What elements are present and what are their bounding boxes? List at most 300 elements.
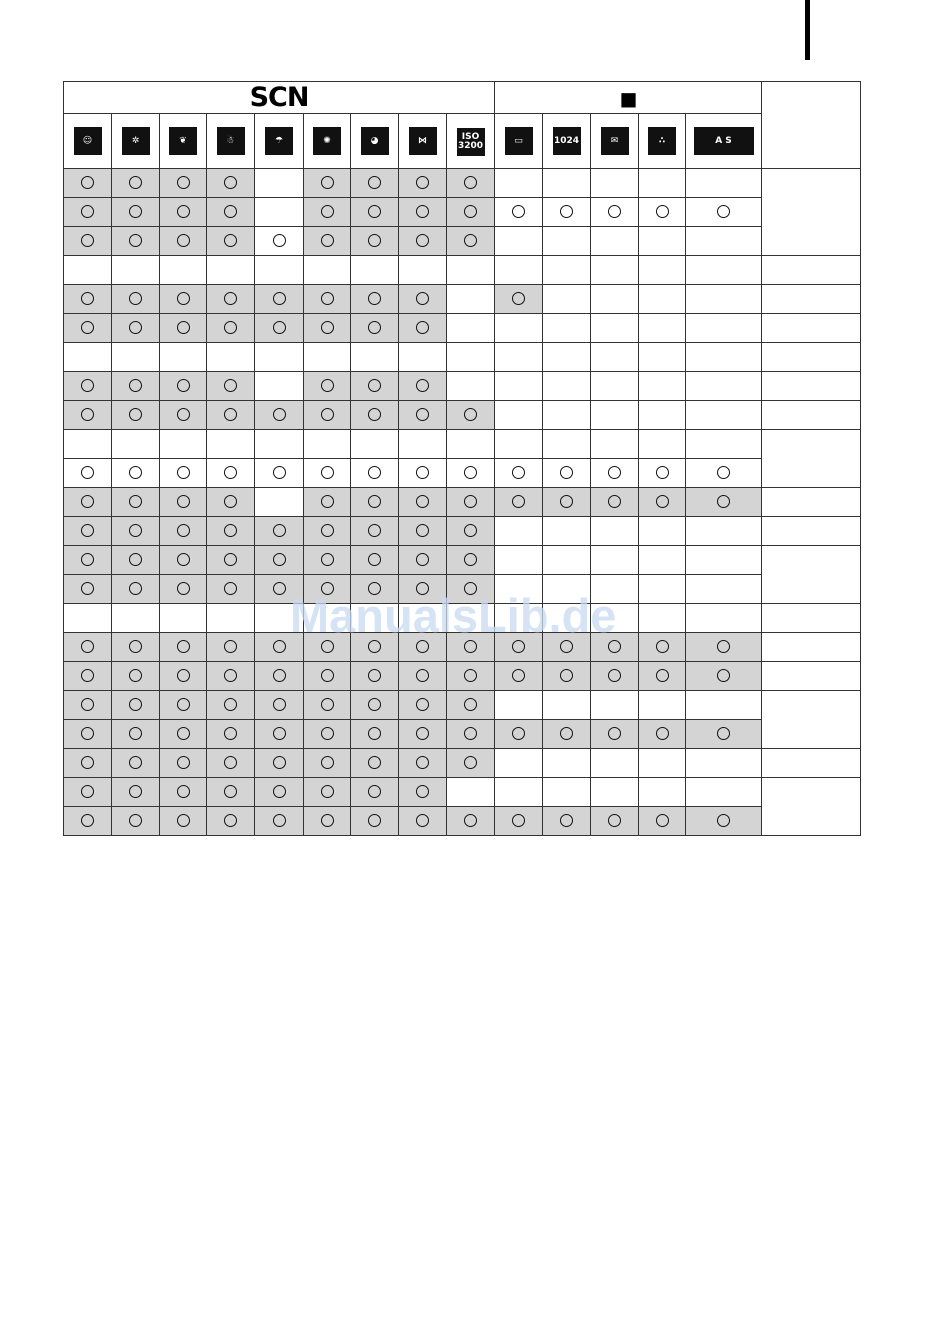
scn-cell	[304, 198, 351, 227]
available-circle-icon	[273, 292, 286, 305]
scn-cell	[64, 749, 112, 778]
available-circle-icon	[81, 321, 94, 334]
scn-cell	[207, 401, 255, 430]
available-circle-icon	[129, 205, 142, 218]
available-circle-icon	[129, 756, 142, 769]
scn-cell	[112, 691, 160, 720]
movie-cell	[495, 401, 543, 430]
available-circle-icon	[321, 553, 334, 566]
movie-cell	[591, 314, 639, 343]
movie-cell	[686, 778, 762, 807]
available-circle-icon	[273, 698, 286, 711]
available-circle-icon	[560, 814, 573, 827]
available-circle-icon	[512, 292, 525, 305]
available-circle-icon	[608, 640, 621, 653]
available-circle-icon	[273, 814, 286, 827]
available-circle-icon	[464, 669, 477, 682]
table-row	[64, 604, 861, 633]
scn-cell	[255, 778, 304, 807]
movie-cell	[686, 807, 762, 836]
movie-cell	[495, 575, 543, 604]
scn-cell	[112, 807, 160, 836]
movie-cell	[591, 459, 639, 488]
movie-cell	[591, 372, 639, 401]
available-circle-icon	[368, 321, 381, 334]
scn-cell	[112, 430, 160, 459]
movie-cell	[591, 198, 639, 227]
scn-cell	[160, 807, 207, 836]
available-circle-icon	[416, 176, 429, 189]
movie-cell	[495, 169, 543, 198]
scn-cell	[255, 604, 304, 633]
available-circle-icon	[81, 669, 94, 682]
scn-cell	[351, 691, 399, 720]
movie-cell	[591, 227, 639, 256]
scn-cell	[160, 720, 207, 749]
scn-cell	[447, 546, 495, 575]
scn-cell	[255, 169, 304, 198]
scn-cell	[399, 691, 447, 720]
available-circle-icon	[321, 176, 334, 189]
scn-cell	[399, 459, 447, 488]
available-circle-icon	[129, 814, 142, 827]
scn-cell	[160, 546, 207, 575]
movie-cell	[543, 314, 591, 343]
available-circle-icon	[129, 495, 142, 508]
scn-cell	[207, 604, 255, 633]
movie-cell	[495, 372, 543, 401]
available-circle-icon	[273, 321, 286, 334]
notes-cell	[762, 430, 861, 488]
available-circle-icon	[464, 495, 477, 508]
scn-cell	[112, 778, 160, 807]
available-circle-icon	[321, 234, 334, 247]
notes-cell	[762, 604, 861, 633]
available-circle-icon	[464, 524, 477, 537]
movie-cell	[495, 749, 543, 778]
available-circle-icon	[560, 495, 573, 508]
scn-cell	[160, 778, 207, 807]
available-circle-icon	[464, 698, 477, 711]
movie-cell	[639, 343, 686, 372]
available-circle-icon	[177, 408, 190, 421]
available-circle-icon	[608, 814, 621, 827]
available-circle-icon	[512, 727, 525, 740]
movie-cell	[543, 401, 591, 430]
movie-cell	[639, 546, 686, 575]
available-circle-icon	[273, 727, 286, 740]
available-circle-icon	[177, 582, 190, 595]
portrait-child-icon: ☺	[74, 127, 102, 155]
scn-cell	[447, 401, 495, 430]
movie-cell	[495, 778, 543, 807]
movie-cell	[543, 343, 591, 372]
scn-cell	[207, 662, 255, 691]
notes-cell	[762, 256, 861, 285]
available-circle-icon	[273, 582, 286, 595]
table-row	[64, 662, 861, 691]
movie-1024-mode-cell	[543, 114, 591, 169]
scn-cell	[304, 604, 351, 633]
available-circle-icon	[177, 814, 190, 827]
table-row	[64, 372, 861, 401]
movie-cell	[639, 314, 686, 343]
scn-cell	[160, 430, 207, 459]
available-circle-icon	[321, 640, 334, 653]
scn-cell	[351, 662, 399, 691]
movie-cell	[591, 807, 639, 836]
notes-cell	[762, 488, 861, 517]
scn-cell	[64, 169, 112, 198]
scn-cell	[64, 372, 112, 401]
movie-cell	[686, 720, 762, 749]
movie-cell	[686, 343, 762, 372]
available-circle-icon	[321, 321, 334, 334]
available-circle-icon	[464, 727, 477, 740]
scn-cell	[351, 749, 399, 778]
movie-cell	[639, 720, 686, 749]
available-circle-icon	[321, 727, 334, 740]
available-circle-icon	[321, 466, 334, 479]
available-circle-icon	[656, 495, 669, 508]
movie-cell	[543, 807, 591, 836]
scn-cell	[255, 662, 304, 691]
scn-cell	[112, 285, 160, 314]
movie-standard-icon: ▭	[505, 127, 533, 155]
movie-cell	[639, 169, 686, 198]
available-circle-icon	[321, 698, 334, 711]
scn-cell	[447, 372, 495, 401]
movie-cell	[495, 314, 543, 343]
scn-cell	[399, 401, 447, 430]
scn-cell	[112, 488, 160, 517]
scn-cell	[351, 401, 399, 430]
party-icon: ✲	[122, 127, 150, 155]
available-circle-icon	[81, 727, 94, 740]
scn-cell	[255, 285, 304, 314]
available-circle-icon	[464, 176, 477, 189]
scn-cell	[112, 256, 160, 285]
scn-cell	[255, 633, 304, 662]
movie-cell	[495, 807, 543, 836]
movie-cell	[543, 198, 591, 227]
scn-cell	[207, 314, 255, 343]
scn-cell	[399, 546, 447, 575]
available-circle-icon	[717, 669, 730, 682]
available-circle-icon	[81, 205, 94, 218]
available-circle-icon	[81, 379, 94, 392]
scn-cell	[255, 546, 304, 575]
movie-cell	[686, 256, 762, 285]
available-circle-icon	[129, 524, 142, 537]
available-circle-icon	[416, 814, 429, 827]
table-row	[64, 633, 861, 662]
movie-cell	[639, 227, 686, 256]
notes-cell	[762, 285, 861, 314]
scn-cell	[255, 517, 304, 546]
beach-icon: ☂	[265, 127, 293, 155]
movie-cell	[686, 749, 762, 778]
scn-cell	[207, 430, 255, 459]
scn-cell	[207, 778, 255, 807]
available-circle-icon	[129, 408, 142, 421]
available-circle-icon	[81, 785, 94, 798]
available-circle-icon	[321, 495, 334, 508]
scn-cell	[304, 343, 351, 372]
movie-cell	[495, 720, 543, 749]
scn-cell	[447, 662, 495, 691]
available-circle-icon	[81, 814, 94, 827]
available-circle-icon	[81, 292, 94, 305]
scn-cell	[207, 372, 255, 401]
available-circle-icon	[368, 466, 381, 479]
scn-cell	[160, 459, 207, 488]
available-circle-icon	[717, 640, 730, 653]
scn-cell	[112, 546, 160, 575]
available-circle-icon	[416, 785, 429, 798]
scn-cell	[112, 749, 160, 778]
available-circle-icon	[177, 466, 190, 479]
scn-cell	[207, 488, 255, 517]
scn-cell	[447, 691, 495, 720]
notes-cell	[762, 372, 861, 401]
movie-cell	[639, 662, 686, 691]
scn-cell	[64, 517, 112, 546]
available-circle-icon	[321, 756, 334, 769]
available-circle-icon	[368, 785, 381, 798]
available-circle-icon	[177, 234, 190, 247]
scn-cell	[255, 314, 304, 343]
movie-cell	[543, 546, 591, 575]
available-circle-icon	[416, 640, 429, 653]
scn-cell	[351, 575, 399, 604]
movie-cell	[686, 662, 762, 691]
table-row	[64, 575, 861, 604]
table-row	[64, 227, 861, 256]
movie-cell	[686, 198, 762, 227]
scn-cell	[64, 401, 112, 430]
scn-cell	[304, 169, 351, 198]
available-circle-icon	[273, 234, 286, 247]
scn-cell	[160, 372, 207, 401]
movie-cell	[639, 807, 686, 836]
available-circle-icon	[368, 814, 381, 827]
available-circle-icon	[321, 408, 334, 421]
scn-cell	[304, 633, 351, 662]
movie-cell	[639, 575, 686, 604]
available-circle-icon	[656, 466, 669, 479]
movie-cell	[591, 575, 639, 604]
available-circle-icon	[368, 176, 381, 189]
movie-cell	[543, 662, 591, 691]
scn-cell	[304, 430, 351, 459]
available-circle-icon	[717, 205, 730, 218]
available-circle-icon	[464, 205, 477, 218]
scn-cell	[64, 720, 112, 749]
available-circle-icon	[464, 814, 477, 827]
movie-cell	[495, 517, 543, 546]
scn-cell	[255, 372, 304, 401]
available-circle-icon	[224, 698, 237, 711]
movie-cell	[639, 198, 686, 227]
available-circle-icon	[177, 379, 190, 392]
available-circle-icon	[224, 234, 237, 247]
movie-color-accent-icon: ∴	[648, 127, 676, 155]
available-circle-icon	[129, 785, 142, 798]
scn-cell	[447, 227, 495, 256]
scn-cell	[351, 720, 399, 749]
scn-cell	[255, 198, 304, 227]
scn-cell	[447, 517, 495, 546]
table-row	[64, 720, 861, 749]
available-circle-icon	[129, 698, 142, 711]
available-circle-icon	[608, 727, 621, 740]
scn-cell	[207, 285, 255, 314]
available-circle-icon	[416, 756, 429, 769]
table-row	[64, 807, 861, 836]
scn-cell	[112, 517, 160, 546]
available-circle-icon	[177, 524, 190, 537]
movie-cell	[686, 459, 762, 488]
movie-cell	[495, 256, 543, 285]
movie-cell	[686, 517, 762, 546]
movie-cell	[639, 517, 686, 546]
movie-cell	[591, 691, 639, 720]
scn-cell	[64, 633, 112, 662]
notes-header-cell	[762, 82, 861, 169]
scn-cell	[207, 807, 255, 836]
available-circle-icon	[224, 785, 237, 798]
available-circle-icon	[81, 408, 94, 421]
scn-cell	[160, 575, 207, 604]
available-circle-icon	[81, 495, 94, 508]
scn-cell	[351, 604, 399, 633]
underwater-mode-cell	[399, 114, 447, 169]
watermark: ManualsLib.de	[290, 589, 617, 642]
scn-cell	[112, 314, 160, 343]
available-circle-icon	[560, 727, 573, 740]
foliage-mode-cell	[160, 114, 207, 169]
table-row	[64, 256, 861, 285]
movie-cell	[591, 401, 639, 430]
scn-cell	[447, 198, 495, 227]
mode-group-header-row	[64, 82, 861, 114]
scn-cell	[112, 401, 160, 430]
available-circle-icon	[224, 466, 237, 479]
scn-cell	[447, 459, 495, 488]
available-circle-icon	[512, 495, 525, 508]
scn-cell	[351, 488, 399, 517]
iso3200-mode-cell	[447, 114, 495, 169]
foliage-icon: ❦	[169, 127, 197, 155]
scn-cell	[207, 633, 255, 662]
scn-cell	[64, 459, 112, 488]
scn-cell	[351, 633, 399, 662]
scn-cell	[304, 720, 351, 749]
scn-cell	[447, 343, 495, 372]
movie-cell	[639, 285, 686, 314]
available-circle-icon	[129, 321, 142, 334]
movie-cell	[543, 575, 591, 604]
scn-cell	[351, 227, 399, 256]
available-circle-icon	[177, 553, 190, 566]
scn-cell	[304, 401, 351, 430]
scn-cell	[255, 720, 304, 749]
movie-cell	[543, 749, 591, 778]
movie-cell	[591, 604, 639, 633]
movie-cell	[591, 778, 639, 807]
scn-cell	[351, 256, 399, 285]
available-circle-icon	[177, 669, 190, 682]
movie-1024-icon: 1024	[553, 127, 581, 155]
movie-cell	[591, 720, 639, 749]
scn-cell	[304, 517, 351, 546]
scn-cell	[304, 546, 351, 575]
scn-cell	[399, 749, 447, 778]
scn-cell	[255, 459, 304, 488]
available-circle-icon	[416, 669, 429, 682]
available-circle-icon	[416, 234, 429, 247]
mode-icon-row	[64, 114, 861, 169]
movie-cell	[686, 691, 762, 720]
available-circle-icon	[512, 814, 525, 827]
movie-cell	[495, 546, 543, 575]
notes-cell	[762, 749, 861, 778]
movie-cell	[543, 488, 591, 517]
available-circle-icon	[560, 205, 573, 218]
scn-cell	[207, 459, 255, 488]
table-row	[64, 691, 861, 720]
available-circle-icon	[416, 321, 429, 334]
scn-cell	[304, 314, 351, 343]
available-circle-icon	[177, 321, 190, 334]
available-circle-icon	[129, 234, 142, 247]
notes-cell	[762, 343, 861, 372]
available-circle-icon	[224, 727, 237, 740]
beach-mode-cell	[255, 114, 304, 169]
available-circle-icon	[464, 408, 477, 421]
available-circle-icon	[717, 814, 730, 827]
available-circle-icon	[177, 176, 190, 189]
movie-cell	[591, 517, 639, 546]
movie-cell	[686, 372, 762, 401]
available-circle-icon	[224, 669, 237, 682]
available-circle-icon	[368, 698, 381, 711]
scn-cell	[447, 604, 495, 633]
scene-mode-function-table	[63, 81, 861, 836]
available-circle-icon	[717, 727, 730, 740]
fireworks-mode-cell	[304, 114, 351, 169]
available-circle-icon	[416, 553, 429, 566]
movie-cell	[543, 459, 591, 488]
scn-cell	[160, 633, 207, 662]
scn-cell	[207, 517, 255, 546]
scn-cell	[399, 372, 447, 401]
scn-cell	[160, 401, 207, 430]
movie-cell	[639, 691, 686, 720]
available-circle-icon	[129, 466, 142, 479]
scn-cell	[351, 343, 399, 372]
movie-camera-icon: ◼	[619, 87, 637, 112]
scn-cell	[255, 430, 304, 459]
movie-cell	[543, 720, 591, 749]
scn-cell	[112, 575, 160, 604]
scn-cell	[64, 198, 112, 227]
available-circle-icon	[177, 495, 190, 508]
available-circle-icon	[224, 408, 237, 421]
available-circle-icon	[224, 321, 237, 334]
movie-cell	[543, 517, 591, 546]
